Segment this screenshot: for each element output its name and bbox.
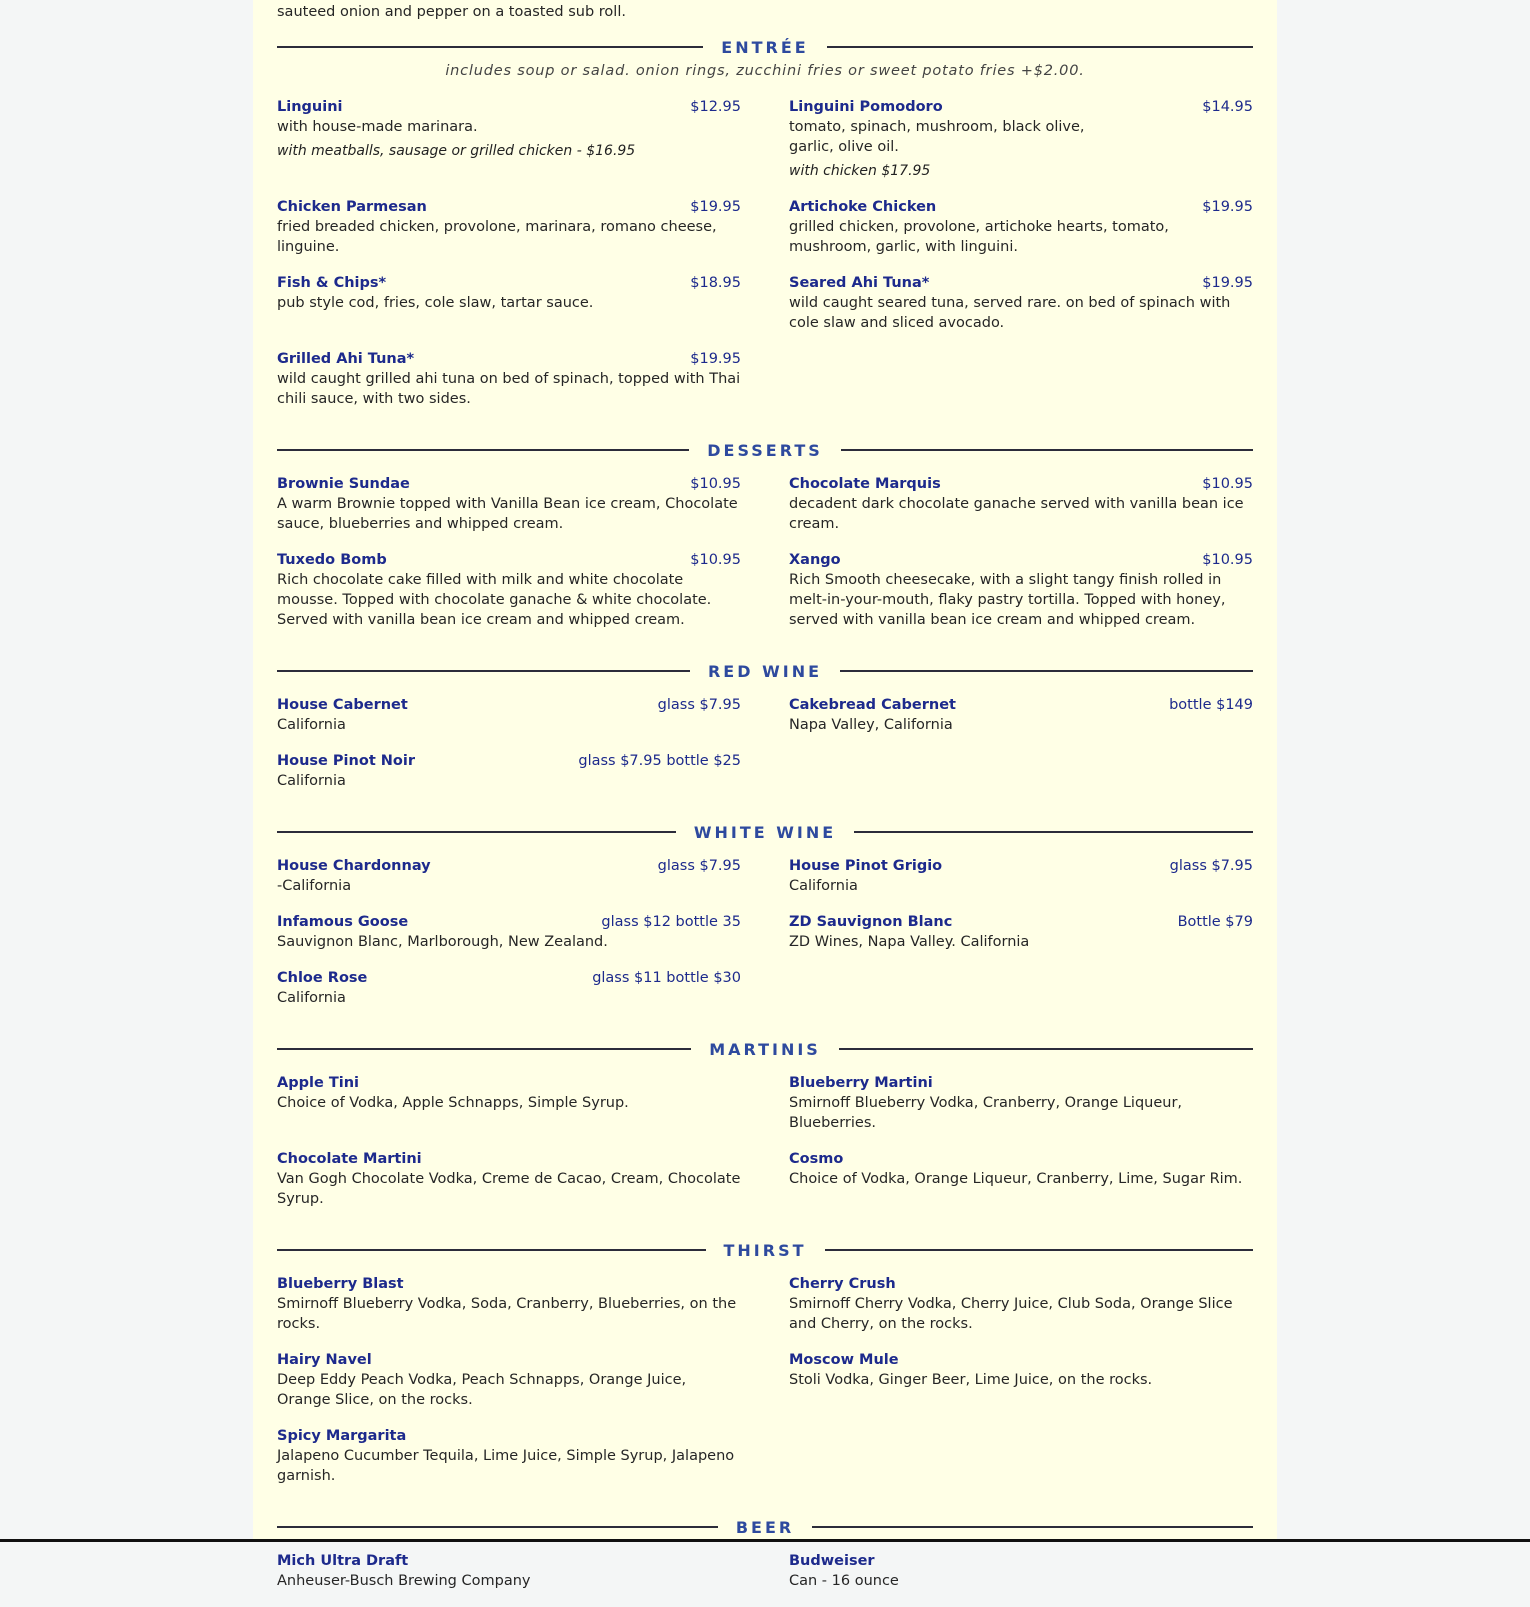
item-name: Xango [789, 552, 841, 568]
menu-item [789, 550, 1253, 630]
item-note: with chicken $17.95 [789, 163, 931, 179]
item-description: Anheuser-Busch Brewing Company [277, 1573, 531, 1589]
menu-item [277, 968, 741, 1008]
item-description: Choice of Vodka, Orange Liqueur, Cranberry, Lime, Sugar Rim. [789, 1171, 1243, 1187]
menu-item [277, 1426, 741, 1486]
menu-item [277, 197, 741, 257]
item-name: Grilled Ahi Tuna* [277, 351, 415, 367]
item-header [789, 97, 1253, 117]
divider [277, 831, 676, 833]
menu-grid [277, 1551, 1253, 1607]
menu-item [277, 1551, 741, 1591]
item-header [789, 1551, 1253, 1571]
item-description: A warm Brownie topped with Vanilla Bean ice cream, Chocolate sauce, blueberries and whipped cream. [277, 496, 738, 532]
item-header [277, 1073, 741, 1093]
item-description: pub style cod, fries, cole slaw, tartar sauce. [277, 295, 594, 311]
menu-grid [277, 1073, 1253, 1225]
menu-item [277, 349, 741, 409]
menu-item [789, 474, 1253, 534]
window-bottom-edge [0, 1539, 1530, 1542]
item-name: Chocolate Martini [277, 1151, 422, 1167]
item-description: Choice of Vodka, Apple Schnapps, Simple Syrup. [277, 1095, 629, 1111]
item-name: Chloe Rose [277, 970, 368, 986]
item-name: House Cabernet [277, 697, 408, 713]
item-name: Tuxedo Bomb [277, 552, 387, 568]
item-name: Chocolate Marquis [789, 476, 941, 492]
item-description: Van Gogh Chocolate Vodka, Creme de Cacao, Cream, Chocolate Syrup. [277, 1171, 741, 1207]
section-header [277, 818, 1253, 846]
item-name: Seared Ahi Tuna* [789, 275, 930, 291]
item-price: $10.95 [1202, 476, 1253, 492]
menu-item [789, 97, 1253, 181]
section-title: RED WINE [707, 661, 823, 681]
item-name: Cherry Crush [789, 1276, 896, 1292]
item-description: Smirnoff Blueberry Vodka, Cranberry, Orange Liqueur, Blueberries. [789, 1095, 1183, 1131]
item-price: glass $7.95 [1169, 858, 1253, 874]
menu-item [789, 1274, 1253, 1334]
item-header [277, 1149, 741, 1169]
item-price: $10.95 [1202, 552, 1253, 568]
menu-item [277, 695, 741, 735]
item-header [277, 273, 741, 293]
item-header [277, 1350, 741, 1370]
section-header [277, 1513, 1253, 1541]
item-header [277, 474, 741, 494]
item-price: $12.95 [690, 99, 741, 115]
item-price: glass $7.95 [657, 697, 741, 713]
item-description [789, 0, 1253, 22]
item-description: Jalapeno Cucumber Tequila, Lime Juice, Simple Syrup, Jalapeno garnish. [277, 1448, 735, 1484]
item-price: $10.95 [690, 552, 741, 568]
item-description: California [277, 717, 346, 733]
item-header [277, 912, 741, 932]
menu-item [277, 856, 741, 896]
section-header [277, 436, 1253, 464]
item-header [277, 197, 741, 217]
item-price: $10.95 [690, 476, 741, 492]
item-header [789, 1073, 1253, 1093]
section-title: THIRST [723, 1240, 807, 1260]
item-description: wild caught grilled ahi tuna on bed of spinach, topped with Thai chili sauce, with two sides. [277, 371, 741, 407]
menu-item [277, 1274, 741, 1334]
item-price: $19.95 [690, 351, 741, 367]
item-price: $18.95 [690, 275, 741, 291]
item-description: California [789, 878, 858, 894]
menu-item [277, 1149, 741, 1209]
section-header [277, 1236, 1253, 1264]
divider [854, 831, 1253, 833]
section-title: MARTINIS [709, 1039, 821, 1059]
item-description: Can - 16 ounce [789, 1573, 899, 1589]
divider [277, 46, 703, 48]
item-name: Moscow Mule [789, 1352, 899, 1368]
item-header [277, 695, 741, 715]
item-name: Brownie Sundae [277, 476, 410, 492]
item-description: -California [277, 878, 352, 894]
item-description: with house-made marinara. [277, 119, 478, 135]
item-header [789, 550, 1253, 570]
item-name: Cosmo [789, 1151, 844, 1167]
item-header [277, 349, 741, 369]
menu-item [789, 1350, 1253, 1410]
item-name: Cakebread Cabernet [789, 697, 956, 713]
item-header [789, 912, 1253, 932]
item-name: ZD Sauvignon Blanc [789, 914, 953, 930]
menu-grid [277, 856, 1253, 1024]
divider [839, 1048, 1253, 1050]
menu-item [789, 197, 1253, 257]
section-note: includes soup or salad. onion rings, zucchini fries or sweet potato fries +$2.00. [445, 63, 1085, 79]
menu-grid [277, 474, 1253, 646]
item-price: $19.95 [1202, 275, 1253, 291]
item-price: glass $11 bottle $30 [592, 970, 741, 986]
item-description: Smirnoff Cherry Vodka, Cherry Juice, Club Soda, Orange Slice and Cherry, on the rocks. [789, 1296, 1233, 1332]
item-description: California [277, 990, 346, 1006]
item-header [789, 1274, 1253, 1294]
divider [812, 1526, 1253, 1528]
menu-grid [277, 1274, 1253, 1502]
item-description: fried breaded chicken, provolone, marinara, romano cheese, linguine. [277, 219, 717, 255]
item-header [789, 474, 1253, 494]
item-name: Linguini [277, 99, 343, 115]
item-header [277, 1551, 741, 1571]
item-header [277, 968, 741, 988]
item-description: ZD Wines, Napa Valley. California [789, 934, 1030, 950]
menu-item [789, 1073, 1253, 1133]
divider [277, 670, 690, 672]
item-description: Stoli Vodka, Ginger Beer, Lime Juice, on the rocks. [789, 1372, 1153, 1388]
item-name: House Pinot Grigio [789, 858, 943, 874]
item-header [277, 751, 741, 771]
item-description: Rich Smooth cheesecake, with a slight tangy finish rolled in melt-in-your-mouth, flaky pastry tortilla. Topped with honey, served with vanilla bean ice cream and whipped cream. [789, 572, 1226, 628]
menu-item [277, 1073, 741, 1133]
menu-item [789, 273, 1253, 333]
section-header [277, 657, 1253, 685]
item-price: bottle $149 [1169, 697, 1253, 713]
item-description: tomato, spinach, mushroom, black olive, garlic, olive oil. [789, 119, 1085, 155]
top-partial-items [277, 0, 1253, 22]
menu-grid [277, 97, 1253, 425]
item-price: glass $7.95 bottle $25 [578, 753, 741, 769]
divider [825, 1249, 1254, 1251]
item-header [789, 1149, 1253, 1169]
divider [840, 670, 1253, 672]
divider [277, 1526, 718, 1528]
item-header [789, 197, 1253, 217]
divider [277, 449, 689, 451]
item-price: $14.95 [1202, 99, 1253, 115]
menu-item [789, 695, 1253, 735]
item-name: Blueberry Martini [789, 1075, 933, 1091]
menu-item [277, 474, 741, 534]
menu-content [277, 0, 1253, 1607]
item-name: Fish & Chips* [277, 275, 387, 291]
divider [841, 449, 1253, 451]
item-description: Sauvignon Blanc, Marlborough, New Zealand. [277, 934, 608, 950]
item-header [277, 1426, 741, 1446]
item-header [277, 856, 741, 876]
item-description: grilled chicken, provolone, artichoke hearts, tomato, mushroom, garlic, with linguini. [789, 219, 1169, 255]
item-price: $19.95 [690, 199, 741, 215]
item-name: House Chardonnay [277, 858, 431, 874]
item-name: Hairy Navel [277, 1352, 372, 1368]
menu-page [253, 0, 1277, 1589]
item-header [277, 97, 741, 117]
section-title: BEER [735, 1517, 795, 1537]
divider [277, 1048, 691, 1050]
item-name: House Pinot Noir [277, 753, 416, 769]
menu-item [277, 550, 741, 630]
item-name: Artichoke Chicken [789, 199, 937, 215]
item-name: Chicken Parmesan [277, 199, 427, 215]
item-header [277, 550, 741, 570]
item-name: Infamous Goose [277, 914, 409, 930]
item-name: Linguini Pomodoro [789, 99, 943, 115]
item-header [277, 1274, 741, 1294]
divider [277, 1249, 706, 1251]
item-name: Apple Tini [277, 1075, 359, 1091]
item-description: decadent dark chocolate ganache served with vanilla bean ice cream. [789, 496, 1244, 532]
item-description: California [277, 773, 346, 789]
menu-item [277, 912, 741, 952]
item-header [789, 273, 1253, 293]
menu-item [277, 1350, 741, 1410]
item-name: Blueberry Blast [277, 1276, 404, 1292]
item-name: Budweiser [789, 1553, 875, 1569]
item-description: Napa Valley, California [789, 717, 953, 733]
section-title: WHITE WINE [693, 822, 837, 842]
divider [827, 46, 1253, 48]
item-price: Bottle $79 [1177, 914, 1253, 930]
item-description: Smirnoff Blueberry Vodka, Soda, Cranberry, Blueberries, on the rocks. [277, 1296, 737, 1332]
menu-item [789, 856, 1253, 896]
menu-sections [277, 33, 1253, 1607]
menu-item [277, 97, 741, 181]
item-header [789, 1350, 1253, 1370]
item-price: glass $12 bottle 35 [601, 914, 741, 930]
menu-item [277, 751, 741, 791]
item-price: glass $7.95 [657, 858, 741, 874]
item-header [789, 856, 1253, 876]
item-description: Rich chocolate cake filled with milk and white chocolate mousse. Topped with chocolate ganache & white chocolate. Served with vanilla bean ice cream and whipped cream. [277, 572, 712, 628]
item-description: sauteed onion and pepper on a toasted sub roll. [277, 4, 626, 20]
menu-item [277, 273, 741, 333]
item-description: wild caught seared tuna, served rare. on bed of spinach with cole slaw and sliced avocado. [789, 295, 1231, 331]
item-price: $19.95 [1202, 199, 1253, 215]
item-header [789, 695, 1253, 715]
item-name: Mich Ultra Draft [277, 1553, 409, 1569]
section-header [277, 33, 1253, 61]
menu-item [789, 1551, 1253, 1591]
section-title: ENTRÉE [721, 37, 809, 57]
item-name: Spicy Margarita [277, 1428, 407, 1444]
section-title: DESSERTS [707, 440, 823, 460]
item-note: with meatballs, sausage or grilled chicken - $16.95 [277, 143, 636, 159]
menu-grid [277, 695, 1253, 807]
item-description: Deep Eddy Peach Vodka, Peach Schnapps, Orange Juice, Orange Slice, on the rocks. [277, 1372, 687, 1408]
menu-item [789, 1149, 1253, 1209]
section-header [277, 1035, 1253, 1063]
menu-item [789, 912, 1253, 952]
